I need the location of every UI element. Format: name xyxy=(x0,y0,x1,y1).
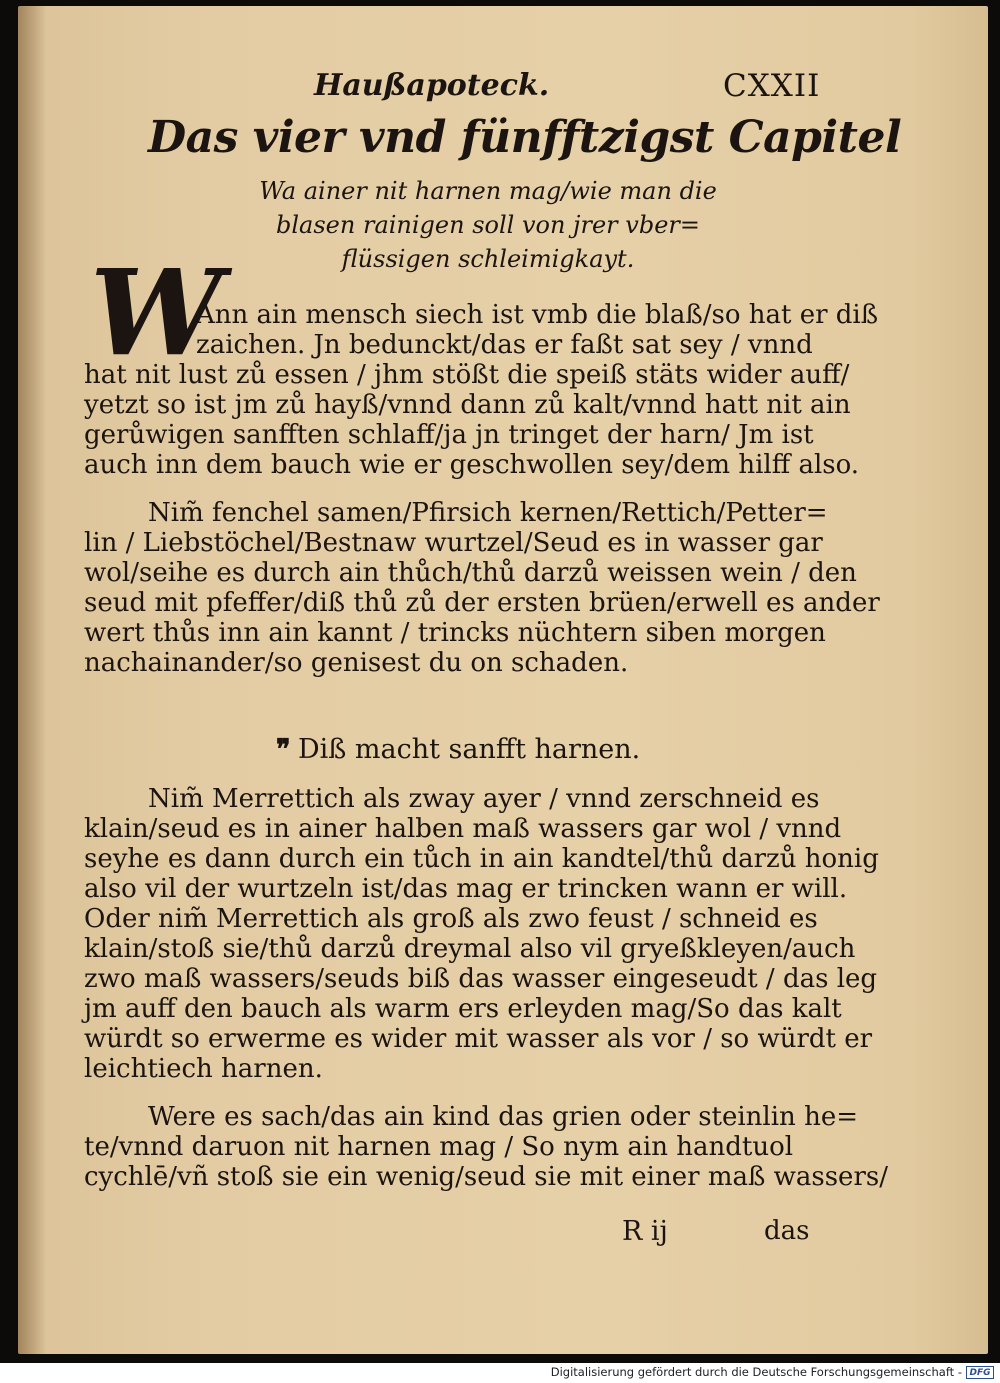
text-line: te/vnnd daruon nit harnen mag / So nym ain handtuol xyxy=(84,1132,794,1162)
text-line: Were es sach/das ain kind das grien oder steinlin he= xyxy=(148,1102,858,1132)
signature-mark: R ij xyxy=(622,1216,668,1247)
subtitle-line: Wa ainer nit harnen mag/wie man die xyxy=(259,177,717,205)
text-line: klain/stoß sie/thů darzů dreymal also vil gryeßkleyen/auch xyxy=(84,934,856,964)
text-line: lin / Liebstöchel/Bestnaw wurtzel/Seud es in wasser gar xyxy=(84,528,823,558)
text-line: Oder nim̃ Merrettich als groß als zwo feust / schneid es xyxy=(84,904,818,934)
funding-credit: Digitalisierung gefördert durch die Deutsche Forschungsgemeinschaft - xyxy=(550,1365,962,1379)
digitization-footer xyxy=(0,1363,1000,1383)
section-heading xyxy=(276,734,640,765)
text-line: würdt so erwerme es wider mit wasser als vor / so würdt er xyxy=(84,1024,873,1054)
text-line: cychlē/vñ stoß sie ein wenig/seud sie mit einer maß wassers/ xyxy=(84,1162,888,1192)
catchword: das xyxy=(764,1216,810,1246)
text-line: Ann ain mensch siech ist vmb die blaß/so hat er diß xyxy=(196,300,879,330)
drop-cap-initial: W xyxy=(90,243,223,382)
paragraph-mark-icon: ❞ xyxy=(276,734,291,765)
text-line: nachainander/so genisest du on schaden. xyxy=(84,648,629,678)
text-line: yetzt so ist jm zů hayß/vnnd dann zů kalt/vnnd hatt nit ain xyxy=(84,390,851,420)
text-line: also vil der wurtzeln ist/das mag er trincken wann er will. xyxy=(84,874,848,904)
chapter-title: Das vier vnd fünfftzigst Capitel xyxy=(148,112,902,163)
text-line: zwo maß wassers/seuds biß das wasser eingeseudt / das leg xyxy=(84,964,878,994)
running-title: Haußapoteck. xyxy=(314,68,550,103)
text-line: Nim̃ fenchel samen/Pfirsich kernen/Rettich/Petter= xyxy=(148,498,828,528)
text-line: gerůwigen sanfften schlaff/ja jn tringet der harn/ Jm ist xyxy=(84,420,814,450)
folio-number: CXXII xyxy=(723,68,821,104)
text-line: seyhe es dann durch ein tůch in ain kandtel/thů darzů honig xyxy=(84,844,879,874)
subtitle-line: flüssigen schleimigkayt. xyxy=(341,245,635,273)
text-line: klain/seud es in ainer halben maß wassers gar wol / vnnd xyxy=(84,814,842,844)
text-line: wol/seihe es durch ain thůch/thů darzů weissen wein / den xyxy=(84,558,857,588)
text-line: wert thůs inn ain kannt / trincks nüchtern siben morgen xyxy=(84,618,826,648)
section-heading-text: Diß macht sanfft harnen. xyxy=(298,734,641,765)
text-line: hat nit lust zů essen / jhm stößt die speiß stäts wider auff/ xyxy=(84,360,850,390)
text-line: seud mit pfeffer/diß thů zů der ersten brüen/erwell es ander xyxy=(84,588,880,618)
book-page xyxy=(18,6,988,1354)
text-line: auch inn dem bauch wie er geschwollen sey/dem hilff also. xyxy=(84,450,860,480)
text-line: jm auff den bauch als warm ers erleyden mag/So das kalt xyxy=(84,994,842,1024)
text-line: zaichen. Jn bedunckt/das er faßt sat sey / vnnd xyxy=(196,330,813,360)
dfg-logo: DFG xyxy=(966,1366,994,1379)
text-line: leichtiech harnen. xyxy=(84,1054,323,1084)
text-line: Nim̃ Merrettich als zway ayer / vnnd zerschneid es xyxy=(148,784,820,814)
subtitle-line: blasen rainigen soll von jrer vber= xyxy=(276,211,700,239)
chapter-subtitle xyxy=(168,174,808,276)
